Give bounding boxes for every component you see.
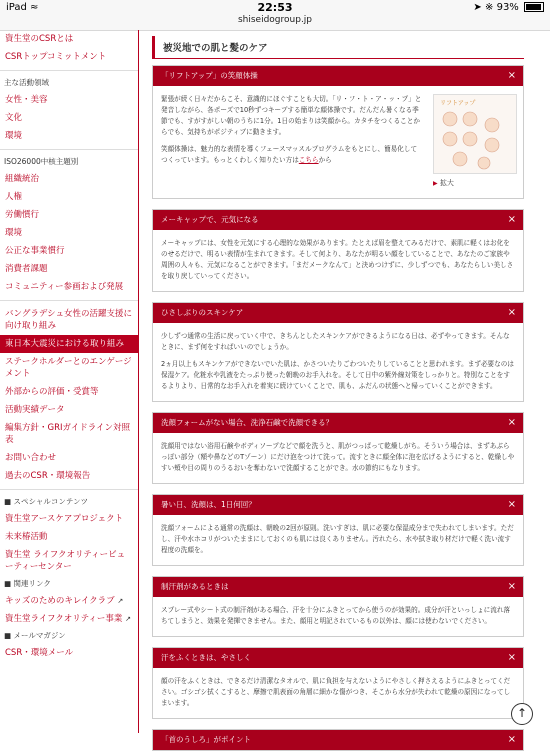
paragraph: 顔の汗をふくときは、できるだけ清潔なタオルで、肌に負担を与えないようにやさしく押さえるようにふきとってください。ゴシゴシ拭くこすると、摩擦で肌表面の角層に細かな傷がつき、そこから水分が失われて乾燥の原因になってしまいます。	[161, 677, 511, 707]
close-icon[interactable]: ×	[507, 417, 516, 428]
sidebar-heading-iso: ISO26000中核主題別	[4, 157, 79, 166]
sidebar-heading-mail-label: メールマガジン	[13, 631, 66, 640]
section-title: 制汗剤があるときは	[161, 582, 229, 591]
sidebar-item-iso-environment[interactable]: 環境	[5, 228, 23, 238]
accordion-section	[152, 209, 524, 292]
section-title: 「首のうしろ」がポイント	[161, 735, 251, 744]
section-header[interactable]	[153, 303, 523, 323]
section-body	[153, 230, 523, 291]
figure	[433, 94, 515, 189]
sidebar-item-environment[interactable]: 環境	[5, 131, 23, 141]
sidebar-item-csr-about[interactable]: 資生堂のCSRとは	[5, 34, 74, 44]
sidebar-item-labor[interactable]: 労働慣行	[5, 210, 40, 220]
close-icon[interactable]: ×	[507, 70, 516, 81]
divider	[0, 300, 138, 301]
close-icon[interactable]: ×	[507, 581, 516, 592]
sidebar-item-awards[interactable]: 外部からの評価・受賞等	[5, 387, 99, 397]
main-content	[152, 30, 524, 745]
battery-icon	[524, 2, 544, 12]
sidebar-item-tsubaki[interactable]: 未来椿活動	[5, 532, 48, 542]
sidebar-item-lq-business-label: 資生堂ライフクオリティー事業	[5, 614, 123, 624]
section-title: 汗をふくときは、やさしく	[161, 653, 251, 662]
bullet-icon: ■	[4, 579, 14, 588]
section-title: 「リフトアップ」の笑顔体操	[161, 71, 258, 80]
close-icon[interactable]: ×	[507, 307, 516, 318]
section-title: 暑い日、洗顔は、1日何回？	[161, 500, 256, 509]
bluetooth-icon: ※	[485, 2, 494, 13]
face-grid	[443, 112, 499, 169]
paragraph: メーキャップには、女性を元気にする心理的な効果があります。たとえば眉を整えてみるだけで、素肌に軽くはお化をのせるだけで、明るい表情が生まれてきます。そして何より、あなたが明るい顔をしていることで、あなたのご家族や周囲の人々も、元気になることができます。「まだメークなんて」と決めつけずに、少しずつでも、あなたらしい美しさを取り戻していってください。	[161, 239, 514, 280]
close-icon[interactable]: ×	[507, 734, 516, 745]
here-link[interactable]: こちら	[298, 156, 319, 164]
sidebar-item-lqbc[interactable]: 資生堂 ライフクオリティービューティーセンター	[5, 550, 126, 572]
title-underline	[152, 58, 524, 59]
sidebar-item-bangladesh[interactable]: バングラデシュ女性の活躍支援に向け取り組み	[5, 309, 132, 331]
arrow-up-icon[interactable]: ↑	[511, 703, 533, 725]
sidebar-item-stakeholder[interactable]: ステークホルダーとのエンゲージメント	[5, 357, 132, 379]
sidebar-item-consumer[interactable]: 消費者課題	[5, 264, 48, 274]
status-bar	[0, 0, 550, 31]
sidebar-heading-special	[0, 494, 138, 510]
section-title: ひさしぶりのスキンケア	[161, 308, 244, 317]
external-link-icon: ↗	[125, 615, 131, 623]
device-label: iPad	[6, 2, 27, 13]
sidebar-item-earthcare[interactable]: 資生堂アースケアプロジェクト	[5, 514, 124, 524]
bullet-icon: ■	[4, 631, 14, 640]
sidebar-heading-mail	[0, 628, 138, 644]
status-right	[473, 2, 544, 13]
clock: 22:53	[257, 1, 293, 14]
sidebar-item-mail[interactable]: CSR・環境メール	[5, 648, 74, 658]
paragraph: 緊張が続く日々だからこそ、意識的にほぐすことも大切。「リ・フ・ト・ア・ッ・プ」と発音しながら、各ポーズで10秒ずつキープする簡単な顔体操です。だんだん暑くなる季節でも、すがすがしい朝のうちに1分。1日の始まりは笑顔から。カタチをつくることからでも、気持ちがポジティブに動きます。	[161, 95, 422, 136]
figure-caption: リフトアップ	[440, 100, 476, 107]
sidebar-item-commitment[interactable]: CSRトップコミットメント	[5, 52, 107, 62]
section-header[interactable]	[153, 495, 523, 515]
url-label[interactable]: shiseidogroup.jp	[237, 15, 313, 25]
paragraph: 2ヵ月以上もスキンケアができないでいた肌は、かさついたりごわついたりしていることと思われます。まず必要なのは保湿ケア。化粧水や乳液をたっぷり使った朝晩のお手入れを。そして日中の紫外線対策をしっかりと。特別なことをするよりより、日常的なお手入れを着実に続けていくことで、肌も、ふだんの状態へと帰っていくことができます。	[161, 360, 514, 390]
section-header[interactable]	[153, 730, 523, 750]
sidebar-item-culture[interactable]: 文化	[5, 113, 23, 123]
paragraph-text: 笑顔体操は、魅力的な表情を導くフェースマッスルプログラムをもとにし、簡易化してつくっています。もっとくわしく知りたい方は	[161, 145, 418, 164]
section-body	[153, 86, 523, 198]
section-header[interactable]	[153, 413, 523, 433]
section-body	[153, 668, 523, 718]
accordion-section	[152, 65, 524, 199]
paragraph: スプレー式やシート式の制汗剤がある場合、汗を十分にふきとってから使うのが効果的。成分が汗といっしょに流れ落ちてしまうと、効果を発揮できません。また、顔用と明記されているもの以外は、顔には使わないでください。	[161, 606, 511, 625]
face-illustration	[434, 95, 516, 173]
accordion-section	[152, 647, 524, 719]
divider	[0, 489, 138, 490]
paragraph-suffix: から	[318, 156, 332, 164]
battery-label: 93%	[496, 2, 519, 13]
accordion-section	[152, 302, 524, 402]
external-link-icon: ↗	[117, 597, 124, 605]
section-header[interactable]	[153, 210, 523, 230]
sidebar-item-data[interactable]: 活動実績データ	[5, 405, 65, 415]
sidebar-item-community[interactable]: コミュニティー参画および発展	[5, 282, 124, 292]
sidebar-item-human-rights[interactable]: 人権	[5, 192, 23, 202]
divider	[0, 70, 138, 71]
accordion-section	[152, 412, 524, 484]
section-title: メーキャップで、元気になる	[161, 215, 259, 224]
accordion-section	[152, 576, 524, 637]
section-body	[153, 515, 523, 565]
sidebar	[0, 30, 139, 733]
sidebar-item-governance[interactable]: 組織統治	[5, 174, 40, 184]
paragraph: 少しずつ通常の生活に戻っていく中で、きちんとしたスキンケアができるようになる日は、必ずやってきます。そんなときに、まず何をすればいいのでしょうか。	[161, 332, 510, 351]
paragraph: 洗顔フォームによる通常の洗顔は、朝晩の2回が原則。洗いすぎは、肌に必要な保湿成分まで失われてしまいます。ただし、汗や水ホコリがついたままにしておくのも肌には良くありません。汚れたら、水や拭き取り材だけで軽く洗い流す程度の洗顔を。	[161, 524, 514, 554]
section-body	[153, 597, 523, 636]
paragraph: 洗顔用ではない浴用石鹸やボディソープなどで顔を洗うと、肌がつっぱって乾燥しがち。そういう場合は、まずあぶらっぽい部分（額や鼻などのTゾーン）にだけ泡をつけて洗って。流すときに顔全体に泡を広げるようにすると、乾燥しやすい頬や目の周りのうるおいを奪わないで洗顔することができ。水の節約にもなります。	[161, 442, 515, 472]
wifi-icon: ≈	[30, 2, 39, 13]
sidebar-item-kids[interactable]	[0, 592, 138, 610]
sidebar-heading-main: 主な活動領域	[4, 78, 49, 87]
battery-fill	[526, 4, 541, 10]
sidebar-item-women-beauty[interactable]: 女性・美容	[5, 95, 48, 105]
bullet-icon: ■	[4, 497, 14, 506]
section-header[interactable]	[153, 66, 523, 86]
sidebar-item-earthquake-active[interactable]: 東日本大震災における取り組み	[0, 335, 138, 353]
sidebar-item-fair-practice[interactable]: 公正な事業慣行	[5, 246, 65, 256]
sidebar-heading-related-label: 関連リンク	[13, 579, 51, 588]
section-body	[153, 323, 523, 401]
section-title: 洗顔フォームがない場合、洗浄石鹸で洗顔できる？	[161, 418, 334, 427]
sidebar-heading-special-label: スペシャルコンテンツ	[13, 497, 88, 506]
location-icon: ➤	[473, 2, 482, 13]
sidebar-item-past-reports[interactable]: 過去のCSR・環境報告	[5, 471, 91, 481]
zoom-link[interactable]	[433, 178, 515, 189]
page-title: 被災地での肌と髪のケア	[152, 36, 524, 58]
sidebar-item-lq-business[interactable]	[0, 610, 138, 628]
close-icon[interactable]: ×	[507, 652, 516, 663]
face-exercise-image[interactable]	[433, 94, 517, 174]
section-body	[153, 433, 523, 483]
zoom-label: 拡大	[439, 179, 454, 187]
sidebar-item-kids-label: キッズのためのキレイクラブ	[5, 596, 115, 606]
sidebar-item-contact[interactable]: お問い合わせ	[5, 453, 57, 463]
sidebar-item-gri[interactable]: 編集方針・GRIガイドライン対照表	[5, 423, 130, 445]
close-icon[interactable]: ×	[507, 214, 516, 225]
divider	[0, 149, 138, 150]
accordion-section	[152, 729, 524, 751]
section-header[interactable]	[153, 648, 523, 668]
close-icon[interactable]: ×	[507, 499, 516, 510]
section-header[interactable]	[153, 577, 523, 597]
sidebar-heading-related	[0, 576, 138, 592]
accordion-section	[152, 494, 524, 566]
triangle-right-icon: ▶	[433, 180, 438, 187]
